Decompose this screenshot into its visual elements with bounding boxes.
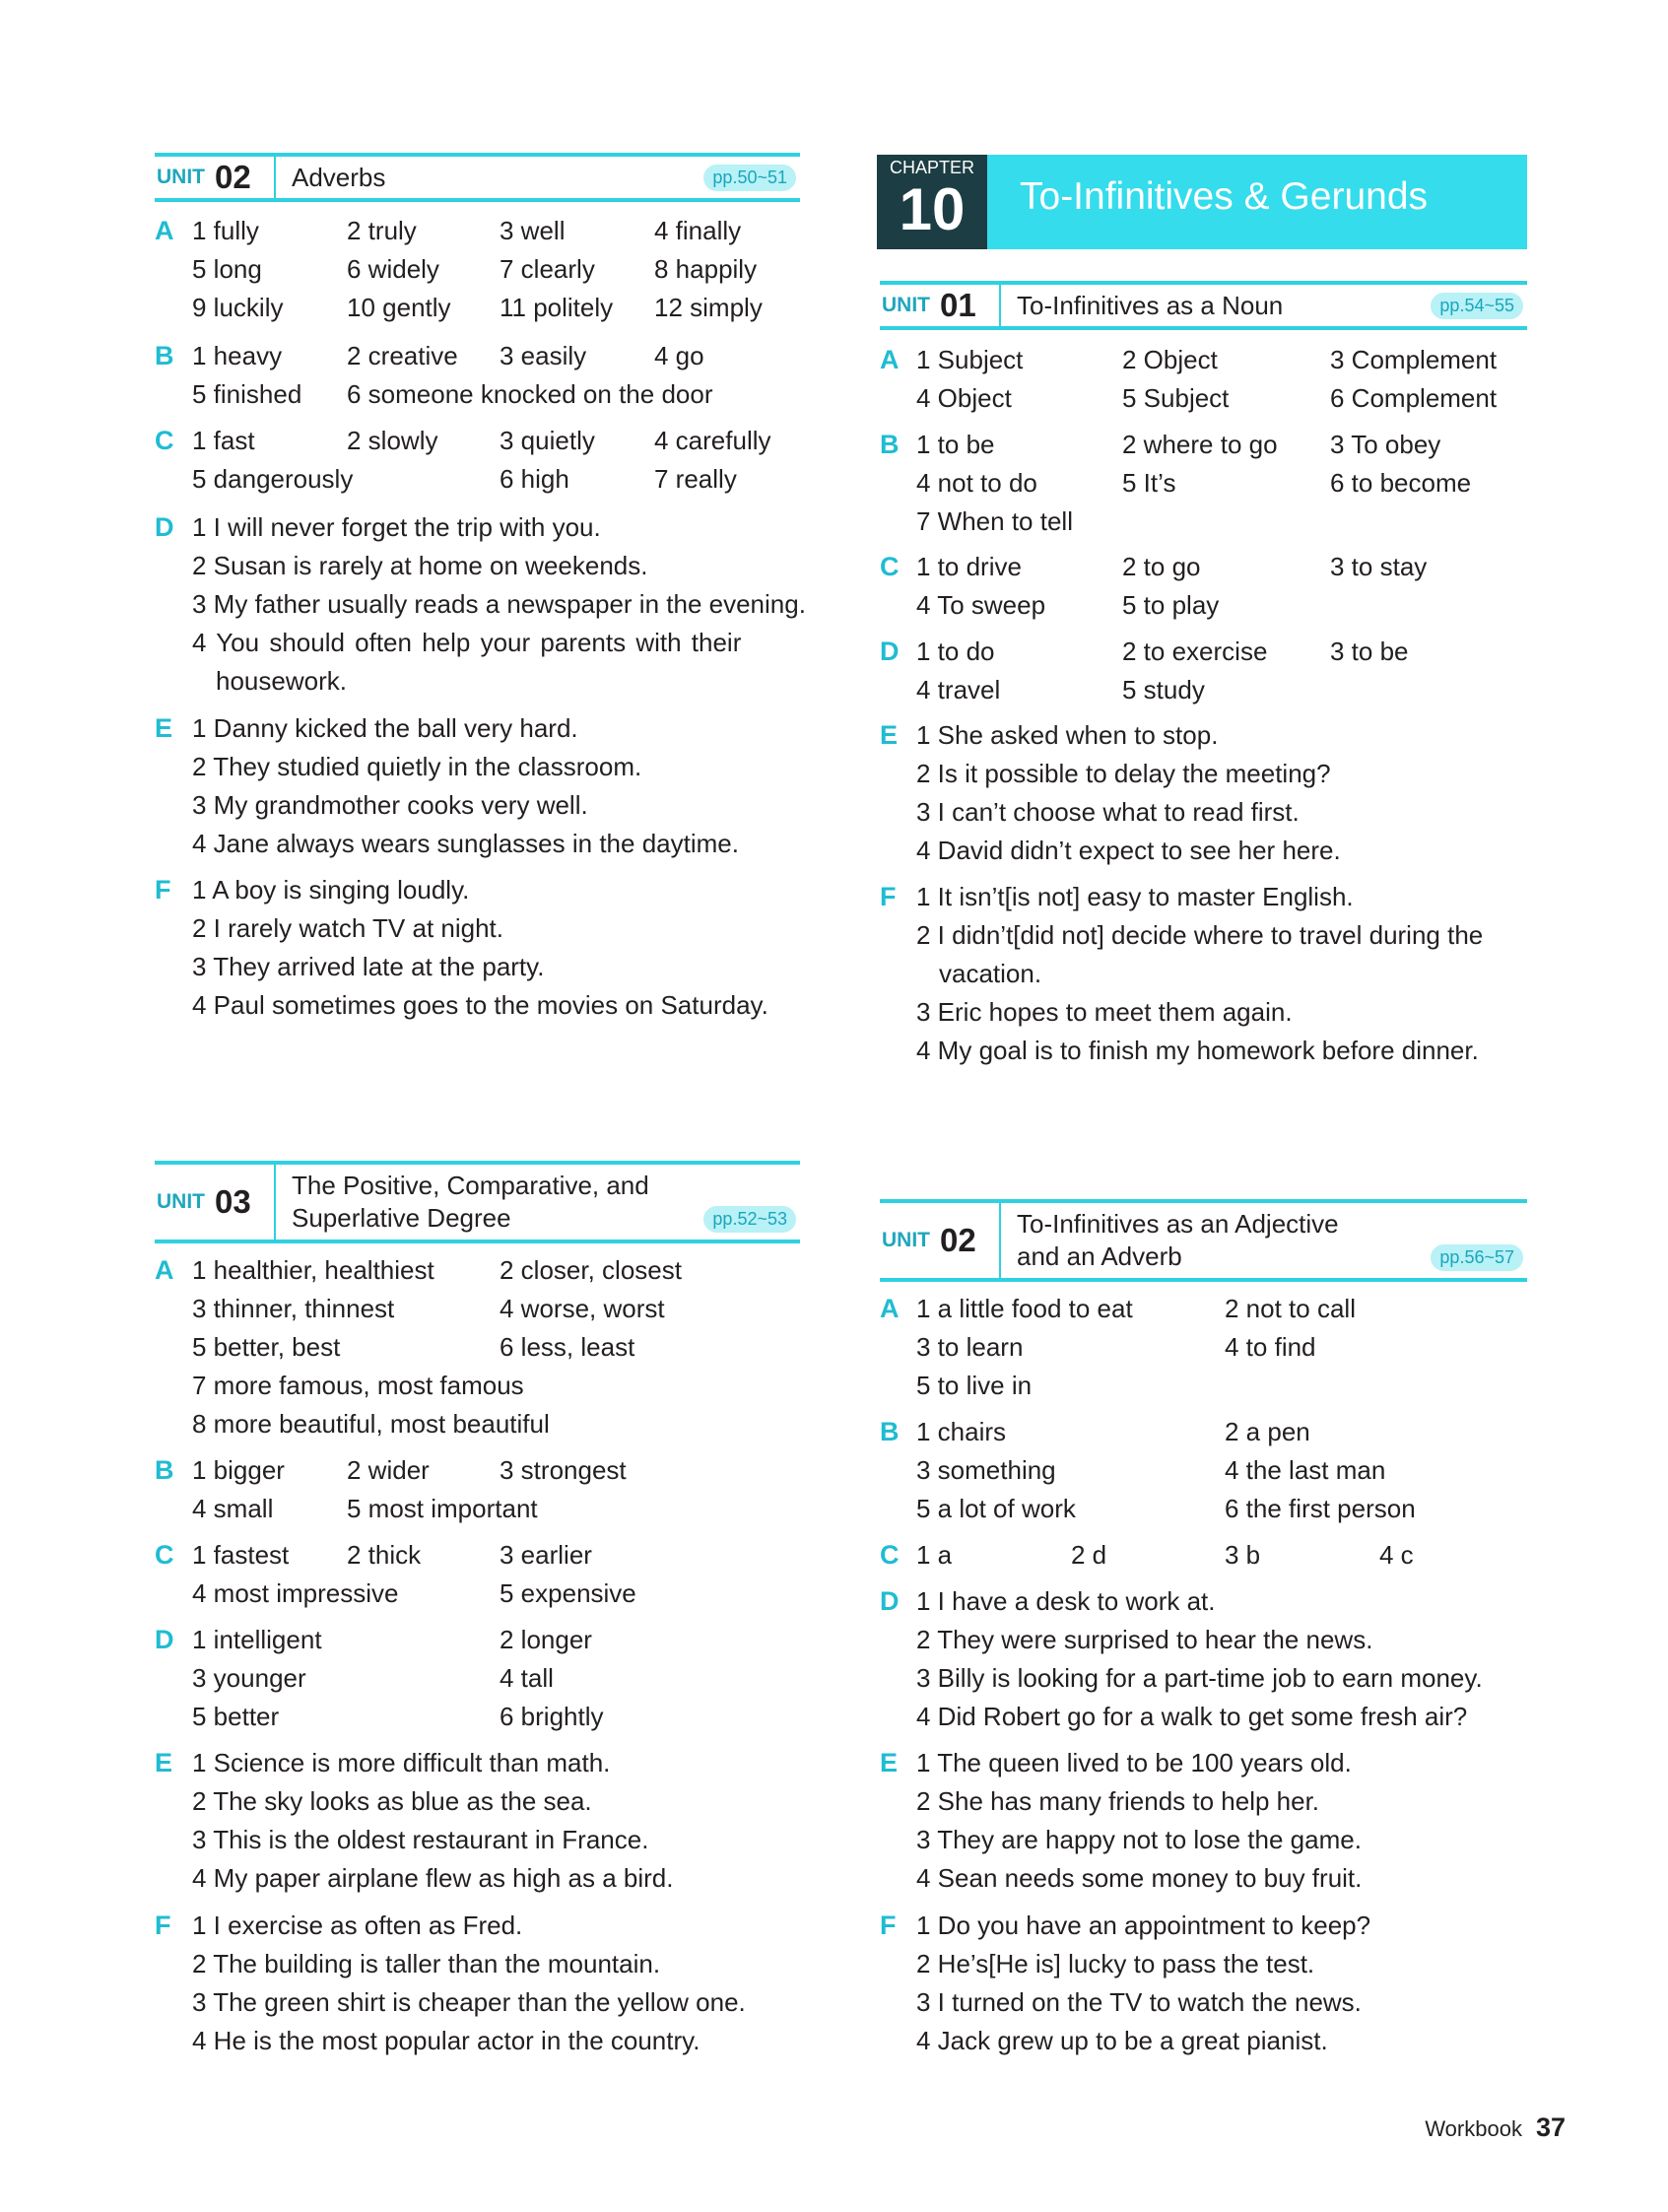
answer-line: 1 She asked when to stop. bbox=[916, 720, 1219, 750]
answer-line: 1 Do you have an appointment to keep? bbox=[916, 1910, 1371, 1940]
answer-item: 3 Complement bbox=[1330, 345, 1498, 374]
unit-02-adjective-header bbox=[880, 1199, 1527, 1282]
exercise-E bbox=[155, 1744, 805, 1898]
answer-item: 7 When to tell bbox=[916, 506, 1073, 536]
answer-item: 4 small bbox=[192, 1494, 274, 1523]
answer-item: 2 creative bbox=[347, 341, 458, 370]
answer-line: 2 I rarely watch TV at night. bbox=[192, 913, 503, 943]
exercise-A bbox=[880, 1290, 1530, 1405]
answer-line: 1 Science is more difficult than math. bbox=[192, 1748, 611, 1777]
unit-label: UNIT 02 bbox=[880, 1203, 1001, 1278]
answer-item: 5 finished bbox=[192, 379, 302, 409]
unit-label: UNIT 01 bbox=[880, 285, 1001, 326]
answer-line: 2 Susan is rarely at home on weekends. bbox=[192, 551, 648, 580]
answer-item: 1 heavy bbox=[192, 341, 283, 370]
answer-line: 1 A boy is singing loudly. bbox=[192, 875, 470, 905]
unit-title-line: To-Infinitives as an Adjective bbox=[1017, 1209, 1339, 1239]
exercise-letter: D bbox=[155, 1625, 174, 1654]
page-range-badge: pp.54~55 bbox=[1431, 293, 1523, 319]
answer-item: 2 thick bbox=[347, 1540, 422, 1570]
answer-line: 4 You should often help your parents with their bbox=[192, 628, 742, 657]
exercise-letter: A bbox=[155, 216, 174, 245]
answer-item: 3 something bbox=[916, 1455, 1056, 1485]
exercise-letter: D bbox=[155, 512, 174, 542]
answer-line: 2 The sky looks as blue as the sea. bbox=[192, 1786, 592, 1816]
exercise-letter: F bbox=[880, 882, 897, 911]
answer-item: 4 carefully bbox=[654, 426, 771, 455]
answer-item: 6 brightly bbox=[500, 1702, 604, 1731]
answer-line: 4 Jack grew up to be a great pianist. bbox=[916, 2026, 1328, 2055]
answer-item: 3 quietly bbox=[500, 426, 595, 455]
answer-item: 9 luckily bbox=[192, 293, 284, 322]
answer-item: 2 Object bbox=[1122, 345, 1218, 374]
exercise-B bbox=[155, 1451, 805, 1528]
exercise-E bbox=[155, 709, 805, 863]
answer-item: 1 fast bbox=[192, 426, 255, 455]
answer-line: 2 She has many friends to help her. bbox=[916, 1786, 1320, 1816]
unit-02-adverbs-header bbox=[155, 153, 800, 202]
answer-item: 2 to go bbox=[1122, 552, 1201, 581]
answer-item: 2 truly bbox=[347, 216, 417, 245]
answer-item: 4 to find bbox=[1225, 1332, 1316, 1362]
answer-item: 10 gently bbox=[347, 293, 451, 322]
answer-item: 3 To obey bbox=[1330, 430, 1441, 459]
exercise-A bbox=[155, 1251, 805, 1443]
answer-item: 2 a pen bbox=[1225, 1417, 1310, 1446]
exercise-letter: C bbox=[155, 426, 174, 455]
unit-title-line: Superlative Degree bbox=[292, 1203, 511, 1233]
answer-line: 2 I didn’t[did not] decide where to travel during the bbox=[916, 920, 1484, 950]
exercise-letter: B bbox=[880, 430, 900, 459]
exercise-letter: B bbox=[880, 1417, 900, 1446]
answer-item: 5 to play bbox=[1122, 590, 1220, 620]
exercise-letter: B bbox=[155, 1455, 174, 1485]
answer-item: 6 someone knocked on the door bbox=[347, 379, 713, 409]
answer-item: 4 Object bbox=[916, 383, 1012, 413]
answer-item: 1 to do bbox=[916, 637, 995, 666]
chapter-label: CHAPTER bbox=[889, 158, 974, 177]
exercise-C bbox=[880, 548, 1530, 625]
exercise-A bbox=[155, 212, 805, 327]
exercise-C bbox=[880, 1536, 1530, 1575]
answer-item: 3 thinner, thinnest bbox=[192, 1294, 395, 1323]
answer-line: 3 They are happy not to lose the game. bbox=[916, 1825, 1362, 1854]
answer-line: 2 Is it possible to delay the meeting? bbox=[916, 759, 1331, 788]
answer-item: 3 younger bbox=[192, 1663, 306, 1693]
answer-item: 3 to learn bbox=[916, 1332, 1024, 1362]
exercise-letter: C bbox=[880, 1540, 900, 1570]
answer-item: 3 earlier bbox=[500, 1540, 592, 1570]
exercise-letter: A bbox=[880, 345, 900, 374]
answer-line: 4 He is the most popular actor in the country. bbox=[192, 2026, 701, 2055]
exercise-letter: F bbox=[155, 1910, 171, 1940]
answer-line: 3 My father usually reads a newspaper in the evening. bbox=[192, 589, 806, 619]
answer-line: 3 Billy is looking for a part-time job to earn money. bbox=[916, 1663, 1483, 1693]
unit-title-line: and an Adverb bbox=[1017, 1241, 1182, 1271]
unit-title: To-Infinitives as a Noun bbox=[1017, 290, 1284, 320]
answer-item: 2 d bbox=[1071, 1540, 1107, 1570]
answer-line: 4 David didn’t expect to see her here. bbox=[916, 836, 1341, 865]
answer-item: 4 travel bbox=[916, 675, 1001, 704]
answer-line: 2 They were surprised to hear the news. bbox=[916, 1625, 1373, 1654]
answer-item: 1 bigger bbox=[192, 1455, 285, 1485]
unit-label: UNIT 02 bbox=[155, 157, 276, 198]
answer-item: 2 slowly bbox=[347, 426, 438, 455]
answer-line: 4 My goal is to finish my homework before dinner. bbox=[916, 1036, 1479, 1065]
page-range-badge: pp.50~51 bbox=[703, 165, 796, 191]
answer-line: 1 It isn’t[is not] easy to master English. bbox=[916, 882, 1354, 911]
answer-item: 7 really bbox=[654, 464, 737, 494]
answer-item: 3 to be bbox=[1330, 637, 1409, 666]
exercise-D bbox=[155, 508, 805, 701]
exercise-letter: E bbox=[155, 1748, 173, 1777]
answer-line: housework. bbox=[216, 666, 347, 696]
exercise-D bbox=[155, 1621, 805, 1736]
answer-item: 6 the first person bbox=[1225, 1494, 1416, 1523]
answer-line: 1 I will never forget the trip with you. bbox=[192, 512, 601, 542]
answer-item: 3 well bbox=[500, 216, 566, 245]
exercise-B bbox=[155, 337, 805, 414]
exercise-F bbox=[880, 878, 1530, 1070]
answer-item: 11 politely bbox=[500, 293, 614, 322]
answer-item: 4 tall bbox=[500, 1663, 554, 1693]
answer-item: 1 to drive bbox=[916, 552, 1022, 581]
answer-item: 5 most important bbox=[347, 1494, 538, 1523]
answer-line: 1 The queen lived to be 100 years old. bbox=[916, 1748, 1352, 1777]
answer-item: 6 less, least bbox=[500, 1332, 635, 1362]
answer-line: 3 The green shirt is cheaper than the yellow one. bbox=[192, 1987, 746, 2017]
unit-01-noun-header bbox=[880, 281, 1527, 330]
answer-item: 12 simply bbox=[654, 293, 763, 322]
exercise-letter: C bbox=[155, 1540, 174, 1570]
answer-line: 4 My paper airplane flew as high as a bird. bbox=[192, 1863, 674, 1893]
answer-item: 5 to live in bbox=[916, 1371, 1033, 1400]
exercise-letter: E bbox=[880, 1748, 899, 1777]
answer-item: 3 b bbox=[1225, 1540, 1261, 1570]
exercise-letter: B bbox=[155, 341, 174, 370]
answer-line: 1 I have a desk to work at. bbox=[916, 1586, 1216, 1616]
answer-item: 5 better bbox=[192, 1702, 280, 1731]
answer-line: 1 Danny kicked the ball very hard. bbox=[192, 713, 578, 743]
answer-item: 6 to become bbox=[1330, 468, 1472, 498]
answer-line: 3 This is the oldest restaurant in France. bbox=[192, 1825, 649, 1854]
answer-item: 7 clearly bbox=[500, 254, 595, 284]
answer-item: 5 Subject bbox=[1122, 383, 1230, 413]
unit-03-degree-header bbox=[155, 1161, 800, 1243]
answer-item: 1 Subject bbox=[916, 345, 1024, 374]
answer-item: 4 the last man bbox=[1225, 1455, 1386, 1485]
footer-label: Workbook bbox=[1425, 2116, 1522, 2141]
answer-line: 4 Sean needs some money to buy fruit. bbox=[916, 1863, 1363, 1893]
answer-item: 2 not to call bbox=[1225, 1294, 1356, 1323]
unit-title: Adverbs bbox=[292, 162, 386, 192]
answer-item: 1 fastest bbox=[192, 1540, 290, 1570]
answer-item: 1 intelligent bbox=[192, 1625, 322, 1654]
answer-item: 1 healthier, healthiest bbox=[192, 1255, 434, 1285]
exercise-C bbox=[155, 422, 805, 499]
answer-item: 4 worse, worst bbox=[500, 1294, 665, 1323]
unit-title-line: The Positive, Comparative, and bbox=[292, 1171, 649, 1200]
answer-item: 6 high bbox=[500, 464, 569, 494]
exercise-F bbox=[880, 1907, 1530, 2060]
exercise-letter: F bbox=[880, 1910, 897, 1940]
answer-item: 1 fully bbox=[192, 216, 259, 245]
answer-item: 1 to be bbox=[916, 430, 995, 459]
answer-line: 3 I can’t choose what to read first. bbox=[916, 797, 1300, 827]
answer-item: 5 It’s bbox=[1122, 468, 1176, 498]
answer-item: 8 more beautiful, most beautiful bbox=[192, 1409, 550, 1439]
answer-item: 4 most impressive bbox=[192, 1578, 399, 1608]
exercise-E bbox=[880, 1744, 1530, 1898]
answer-line: vacation. bbox=[939, 959, 1042, 988]
answer-item: 2 wider bbox=[347, 1455, 430, 1485]
answer-item: 2 to exercise bbox=[1122, 637, 1268, 666]
exercise-C bbox=[155, 1536, 805, 1613]
answer-item: 8 happily bbox=[654, 254, 758, 284]
answer-line: 3 Eric hopes to meet them again. bbox=[916, 997, 1293, 1027]
answer-line: 2 The building is taller than the mountain. bbox=[192, 1949, 661, 1978]
page-range-badge: pp.52~53 bbox=[703, 1206, 796, 1233]
exercise-letter: A bbox=[880, 1294, 900, 1323]
answer-item: 7 more famous, most famous bbox=[192, 1371, 524, 1400]
answer-line: 4 Jane always wears sunglasses in the daytime. bbox=[192, 829, 739, 858]
answer-item: 5 study bbox=[1122, 675, 1205, 704]
exercise-D bbox=[880, 1582, 1530, 1736]
answer-line: 4 Did Robert go for a walk to get some fresh air? bbox=[916, 1702, 1468, 1731]
exercise-E bbox=[880, 716, 1530, 870]
chapter-banner bbox=[877, 155, 1527, 249]
exercise-letter: C bbox=[880, 552, 900, 581]
answer-item: 1 a little food to eat bbox=[916, 1294, 1133, 1323]
answer-item: 2 where to go bbox=[1122, 430, 1278, 459]
exercise-F bbox=[155, 1907, 805, 2060]
answer-item: 1 chairs bbox=[916, 1417, 1007, 1446]
exercise-A bbox=[880, 341, 1530, 418]
exercise-letter: E bbox=[880, 720, 899, 750]
answer-line: 3 They arrived late at the party. bbox=[192, 952, 545, 981]
answer-item: 2 closer, closest bbox=[500, 1255, 682, 1285]
unit-label: UNIT 03 bbox=[155, 1165, 276, 1240]
answer-line: 4 Paul sometimes goes to the movies on Saturday. bbox=[192, 990, 768, 1020]
chapter-title: To-Infinitives & Gerunds bbox=[1020, 175, 1429, 218]
answer-item: 3 easily bbox=[500, 341, 587, 370]
answer-item: 5 dangerously bbox=[192, 464, 354, 494]
exercise-letter: D bbox=[880, 1586, 900, 1616]
exercise-letter: A bbox=[155, 1255, 174, 1285]
exercise-D bbox=[880, 633, 1530, 709]
answer-item: 4 To sweep bbox=[916, 590, 1046, 620]
answer-item: 4 go bbox=[654, 341, 704, 370]
answer-item: 5 long bbox=[192, 254, 262, 284]
answer-line: 3 I turned on the TV to watch the news. bbox=[916, 1987, 1362, 2017]
answer-line: 2 He’s[He is] lucky to pass the test. bbox=[916, 1949, 1315, 1978]
answer-item: 5 a lot of work bbox=[916, 1494, 1076, 1523]
exercise-B bbox=[880, 1413, 1530, 1528]
exercise-F bbox=[155, 871, 805, 1025]
chapter-number-block bbox=[877, 155, 987, 249]
page-footer bbox=[1425, 2112, 1566, 2143]
answer-item: 5 better, best bbox=[192, 1332, 341, 1362]
page-range-badge: pp.56~57 bbox=[1431, 1244, 1523, 1271]
answer-line: 2 They studied quietly in the classroom. bbox=[192, 752, 642, 781]
answer-item: 5 expensive bbox=[500, 1578, 636, 1608]
page-number: 37 bbox=[1535, 2112, 1566, 2142]
answer-item: 6 Complement bbox=[1330, 383, 1498, 413]
answer-item: 3 to stay bbox=[1330, 552, 1428, 581]
exercise-letter: E bbox=[155, 713, 173, 743]
exercise-B bbox=[880, 426, 1530, 541]
answer-item: 4 not to do bbox=[916, 468, 1037, 498]
answer-item: 4 finally bbox=[654, 216, 742, 245]
exercise-letter: D bbox=[880, 637, 900, 666]
answer-item: 2 longer bbox=[500, 1625, 592, 1654]
answer-line: 1 I exercise as often as Fred. bbox=[192, 1910, 523, 1940]
answer-item: 6 widely bbox=[347, 254, 439, 284]
chapter-number: 10 bbox=[899, 176, 966, 242]
exercise-letter: F bbox=[155, 875, 171, 905]
answer-line: 3 My grandmother cooks very well. bbox=[192, 790, 588, 820]
answer-item: 1 a bbox=[916, 1540, 953, 1570]
answer-item: 3 strongest bbox=[500, 1455, 627, 1485]
answer-item: 4 c bbox=[1379, 1540, 1414, 1570]
